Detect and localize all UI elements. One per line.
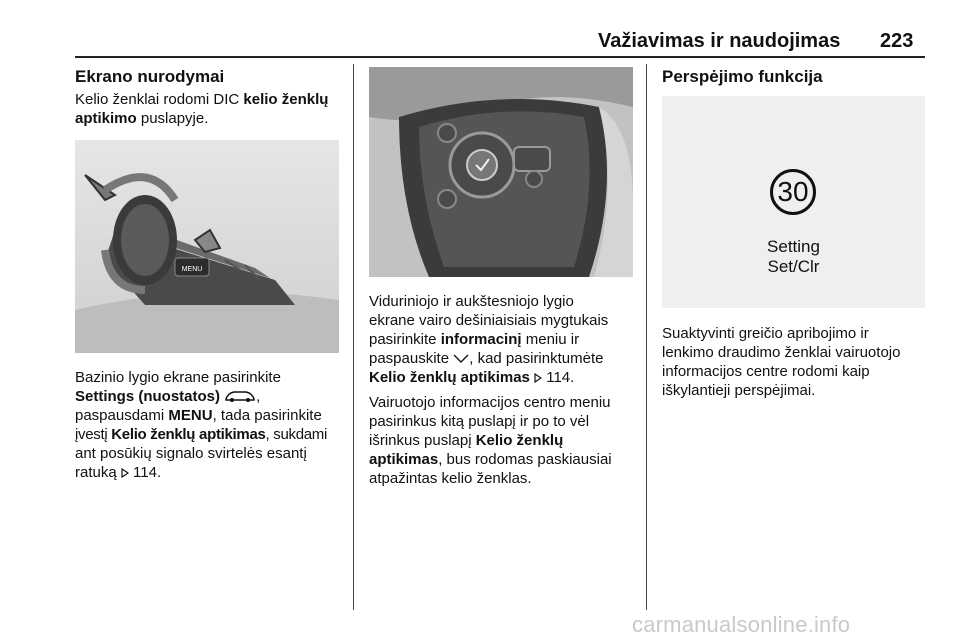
column-2-text — [369, 292, 639, 488]
line: pasirinkus kitą puslapį ir po to vėl — [369, 413, 590, 430]
page-ref: 114. — [133, 464, 162, 481]
text: išrinkus puslapį — [369, 432, 476, 449]
column-3-heading — [662, 67, 925, 90]
settings-bold: Settings (nuostatos) — [75, 388, 220, 405]
text: pasirinkite — [369, 331, 441, 348]
tsr-bold: aptikimas — [369, 451, 439, 468]
text: , bus rodomas paskiausiai — [438, 451, 612, 468]
comma: , — [256, 388, 261, 405]
display-setting-label: Setting — [767, 237, 820, 256]
intro-text-end: puslapyje. — [136, 110, 209, 127]
intro-paragraph — [75, 90, 343, 128]
line — [369, 330, 639, 349]
line: informacijos centre rodomi kaip — [662, 363, 870, 380]
figure-steering-wheel-controls — [369, 67, 633, 277]
car-settings-icon — [224, 389, 256, 403]
text: , kad pasirinktumėte — [469, 350, 604, 367]
info-bold: informacinį — [440, 331, 522, 348]
column-1-top — [75, 67, 345, 134]
svg-text:MENU: MENU — [181, 266, 203, 273]
line — [75, 406, 350, 425]
line — [369, 349, 639, 368]
tsr-bold: Kelio ženklų aptikimas — [111, 426, 266, 443]
intro-text: Kelio ženklai rodomi DIC — [75, 91, 244, 108]
section-heading-display: Ekrano nurodymai — [75, 67, 225, 86]
line — [369, 450, 639, 469]
text: įvestį — [75, 426, 112, 443]
text: meniu ir — [521, 331, 580, 348]
text: paspauskite — [369, 350, 454, 367]
text: paspausdami — [75, 407, 169, 424]
column-3-text — [662, 324, 932, 400]
line: lenkimo draudimo ženklai vairuotojo — [662, 344, 901, 361]
running-header-title: Važiavimas ir naudojimas — [598, 30, 841, 52]
intro-bold: kelio ženklų aptikimo — [75, 91, 329, 127]
line: ant posūkių signalo svirtelės esantį — [75, 445, 307, 462]
line: Bazinio lygio ekrane pasirinkite — [75, 369, 281, 386]
display-set-clr-label: Set/Clr — [767, 257, 820, 276]
page-ref-icon — [534, 373, 542, 383]
section-heading-warning: Perspėjimo funkcija — [662, 67, 823, 86]
line: atpažintas kelio ženklas. — [369, 470, 532, 487]
header-rule — [75, 56, 925, 58]
line — [75, 387, 350, 406]
page-ref-icon — [121, 468, 129, 478]
column-divider-right — [646, 64, 647, 610]
column-divider-left — [353, 64, 354, 610]
line: Viduriniojo ir aukštesniojo lygio — [369, 293, 574, 310]
speed-limit-sign: 30 — [770, 169, 816, 215]
menu-bold: MENU — [168, 407, 213, 424]
line — [369, 368, 639, 387]
tsr-bold: Kelio ženklų aptikimas — [369, 369, 530, 386]
page-ref: 114. — [546, 369, 575, 386]
text: ratuką — [75, 464, 121, 481]
line — [75, 425, 350, 444]
line: ekrane vairo dešiniaisiais mygtukais — [369, 312, 609, 329]
page-number: 223 — [880, 30, 914, 52]
chevron-down-icon — [453, 353, 469, 363]
line: iškylantieji perspėjimai. — [662, 382, 816, 399]
figure-turn-signal-lever — [75, 140, 339, 353]
line — [369, 431, 639, 450]
text: , tada pasirinkite — [212, 407, 322, 424]
line — [75, 463, 350, 482]
column-1-bottom — [75, 368, 350, 482]
line: Suaktyvinti greičio apribojimo ir — [662, 325, 869, 342]
text: , sukdami — [265, 426, 328, 443]
tsr-bold: Kelio ženklų — [475, 432, 564, 449]
watermark: carmanualsonline.info — [632, 612, 851, 637]
line: Vairuotojo informacijos centro meniu — [369, 394, 611, 411]
